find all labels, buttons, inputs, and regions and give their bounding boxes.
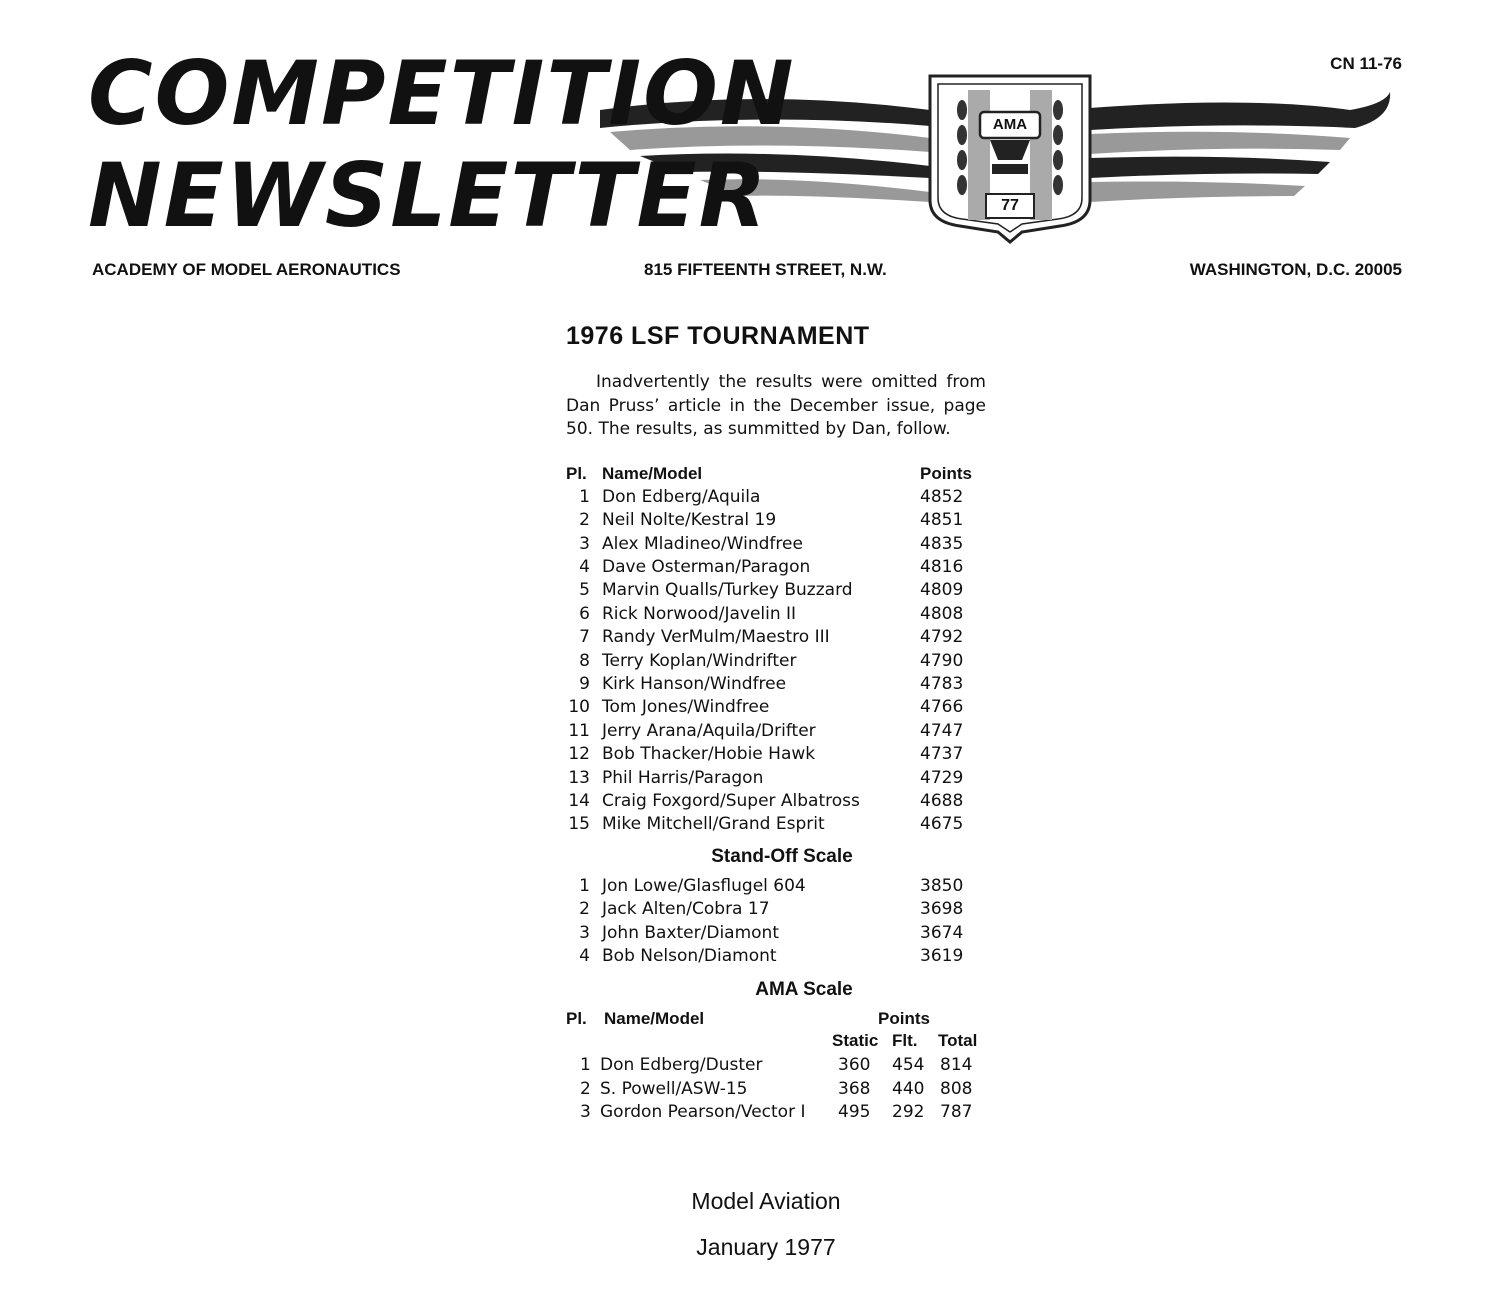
flight-points: 292 [892, 1102, 925, 1123]
place: 2 [579, 899, 590, 920]
result-row [566, 923, 986, 946]
article [566, 322, 986, 1125]
ama-scale-heading: AMA Scale [755, 979, 853, 1001]
total-points: 808 [940, 1078, 973, 1099]
place: 1 [580, 1055, 591, 1076]
newsletter-title-line1: COMPETITION [88, 42, 796, 145]
result-row [566, 899, 986, 922]
name-model: Gordon Pearson/Vector I [600, 1102, 806, 1123]
ama-shield-icon [930, 76, 1090, 242]
name-model: Jerry Arana/Aquila/Drifter [602, 720, 816, 741]
points: 4809 [920, 580, 964, 601]
name-model: Marvin Qualls/Turkey Buzzard [602, 580, 853, 601]
points: 3619 [920, 945, 964, 966]
result-row [566, 744, 986, 767]
header-points: Points [878, 1009, 930, 1029]
place: 8 [579, 650, 590, 671]
publication-name: Model Aviation [691, 1188, 841, 1214]
place: 7 [579, 627, 590, 648]
name-model: Craig Foxgord/Super Albatross [602, 790, 860, 811]
name-model: Terry Koplan/Windrifter [602, 650, 797, 671]
name-model: Alex Mladineo/Windfree [602, 533, 803, 554]
header-place: Pl. [566, 1009, 587, 1029]
result-row [566, 510, 986, 533]
total-points: 814 [940, 1055, 973, 1076]
points: 4675 [920, 814, 964, 835]
points: 4783 [920, 674, 964, 695]
points: 4790 [920, 650, 964, 671]
points: 4737 [920, 744, 964, 765]
name-model: Tom Jones/Windfree [602, 697, 770, 718]
static-points: 360 [838, 1055, 871, 1076]
result-row [566, 697, 986, 720]
org-name: ACADEMY OF MODEL AERONAUTICS [92, 260, 401, 279]
result-row [566, 674, 986, 697]
source-citation [566, 1178, 966, 1270]
place: 3 [580, 1102, 591, 1123]
street-address: 815 FIFTEENTH STREET, N.W. [644, 260, 887, 279]
standoff-scale-heading: Stand-Off Scale [711, 845, 853, 867]
name-model: Dave Osterman/Paragon [602, 557, 811, 578]
result-row [566, 557, 986, 580]
place: 15 [568, 814, 590, 835]
static-points: 495 [838, 1102, 871, 1123]
place: 6 [579, 603, 590, 624]
points: 3850 [920, 875, 964, 896]
name-model: S. Powell/ASW-15 [600, 1078, 748, 1099]
name-model: Bob Thacker/Hobie Hawk [602, 744, 816, 765]
points: 4688 [920, 790, 964, 811]
publication-date: January 1977 [696, 1234, 836, 1260]
header-flight: Flt. [892, 1031, 918, 1051]
result-row [566, 580, 986, 603]
result-row [566, 534, 986, 557]
badge-year-label: 77 [1001, 197, 1019, 214]
name-model: Rick Norwood/Javelin II [602, 603, 797, 624]
name-model: Bob Nelson/Diamont [602, 945, 777, 966]
header-name-model: Name/Model [604, 1009, 705, 1029]
points: 3698 [920, 899, 964, 920]
flight-points: 454 [892, 1055, 925, 1076]
place: 11 [568, 720, 590, 741]
points: 3674 [920, 922, 964, 943]
header-total: Total [938, 1031, 978, 1051]
result-row [566, 768, 986, 791]
name-model: John Baxter/Diamont [602, 922, 779, 943]
newsletter-code: CN 11-76 [1330, 54, 1402, 73]
place: 9 [579, 674, 590, 695]
result-row [566, 791, 986, 814]
points: 4816 [920, 557, 964, 578]
name-model: Don Edberg/Aquila [602, 486, 761, 507]
static-points: 368 [838, 1078, 871, 1099]
total-points: 787 [940, 1102, 973, 1123]
result-row [566, 651, 986, 674]
place: 14 [568, 790, 590, 811]
place: 1 [579, 486, 590, 507]
right-wing-graphic [1090, 92, 1390, 202]
result-row [566, 1055, 986, 1078]
name-model: Jon Lowe/Glasflugel 604 [602, 875, 806, 896]
points: 4766 [920, 697, 964, 718]
standoff-results-list [566, 876, 986, 970]
place: 3 [579, 922, 590, 943]
badge-ama-label: AMA [992, 116, 1028, 133]
points: 4792 [920, 627, 964, 648]
newsletter-title-line2: NEWSLETTER [88, 144, 769, 247]
result-row [566, 487, 986, 510]
ama-results-list [566, 1055, 986, 1125]
name-model: Neil Nolte/Kestral 19 [602, 510, 777, 531]
header-name-model: Name/Model [602, 463, 703, 483]
place: 5 [579, 580, 590, 601]
result-row [566, 814, 986, 837]
name-model: Jack Alten/Cobra 17 [602, 899, 770, 920]
header-place: Pl. [566, 463, 587, 483]
name-model: Don Edberg/Duster [600, 1055, 763, 1076]
place: 4 [579, 945, 590, 966]
result-row [566, 627, 986, 650]
name-model: Randy VerMulm/Maestro III [602, 627, 830, 648]
name-model: Kirk Hanson/Windfree [602, 674, 787, 695]
flight-points: 440 [892, 1078, 925, 1099]
points: 4852 [920, 486, 964, 507]
header-static: Static [832, 1031, 879, 1051]
results-header [566, 464, 986, 487]
points: 4835 [920, 533, 964, 554]
points: 4808 [920, 603, 964, 624]
place: 2 [579, 510, 590, 531]
place: 12 [568, 744, 590, 765]
masthead [0, 0, 1500, 300]
place: 4 [579, 557, 590, 578]
result-row [566, 876, 986, 899]
result-row [566, 1102, 986, 1125]
place: 3 [579, 533, 590, 554]
result-row [566, 1079, 986, 1102]
lsf-results-list [566, 487, 986, 838]
article-intro: Inadvertently the results were omitted from Dan Pruss’ article in the December issue, page 50. The results, as summitted by Dan, follow. [566, 372, 986, 439]
result-row [566, 604, 986, 627]
city-address: WASHINGTON, D.C. 20005 [1189, 260, 1402, 279]
place: 10 [568, 697, 590, 718]
points: 4729 [920, 767, 964, 788]
name-model: Phil Harris/Paragon [602, 767, 764, 788]
points: 4851 [920, 510, 964, 531]
place: 2 [580, 1078, 591, 1099]
ama-results-header [566, 1009, 986, 1055]
place: 13 [568, 767, 590, 788]
article-headline: 1976 LSF TOURNAMENT [566, 322, 870, 350]
place: 1 [579, 875, 590, 896]
name-model: Mike Mitchell/Grand Esprit [602, 814, 825, 835]
result-row [566, 721, 986, 744]
result-row [566, 946, 986, 969]
header-points: Points [920, 463, 972, 483]
points: 4747 [920, 720, 964, 741]
